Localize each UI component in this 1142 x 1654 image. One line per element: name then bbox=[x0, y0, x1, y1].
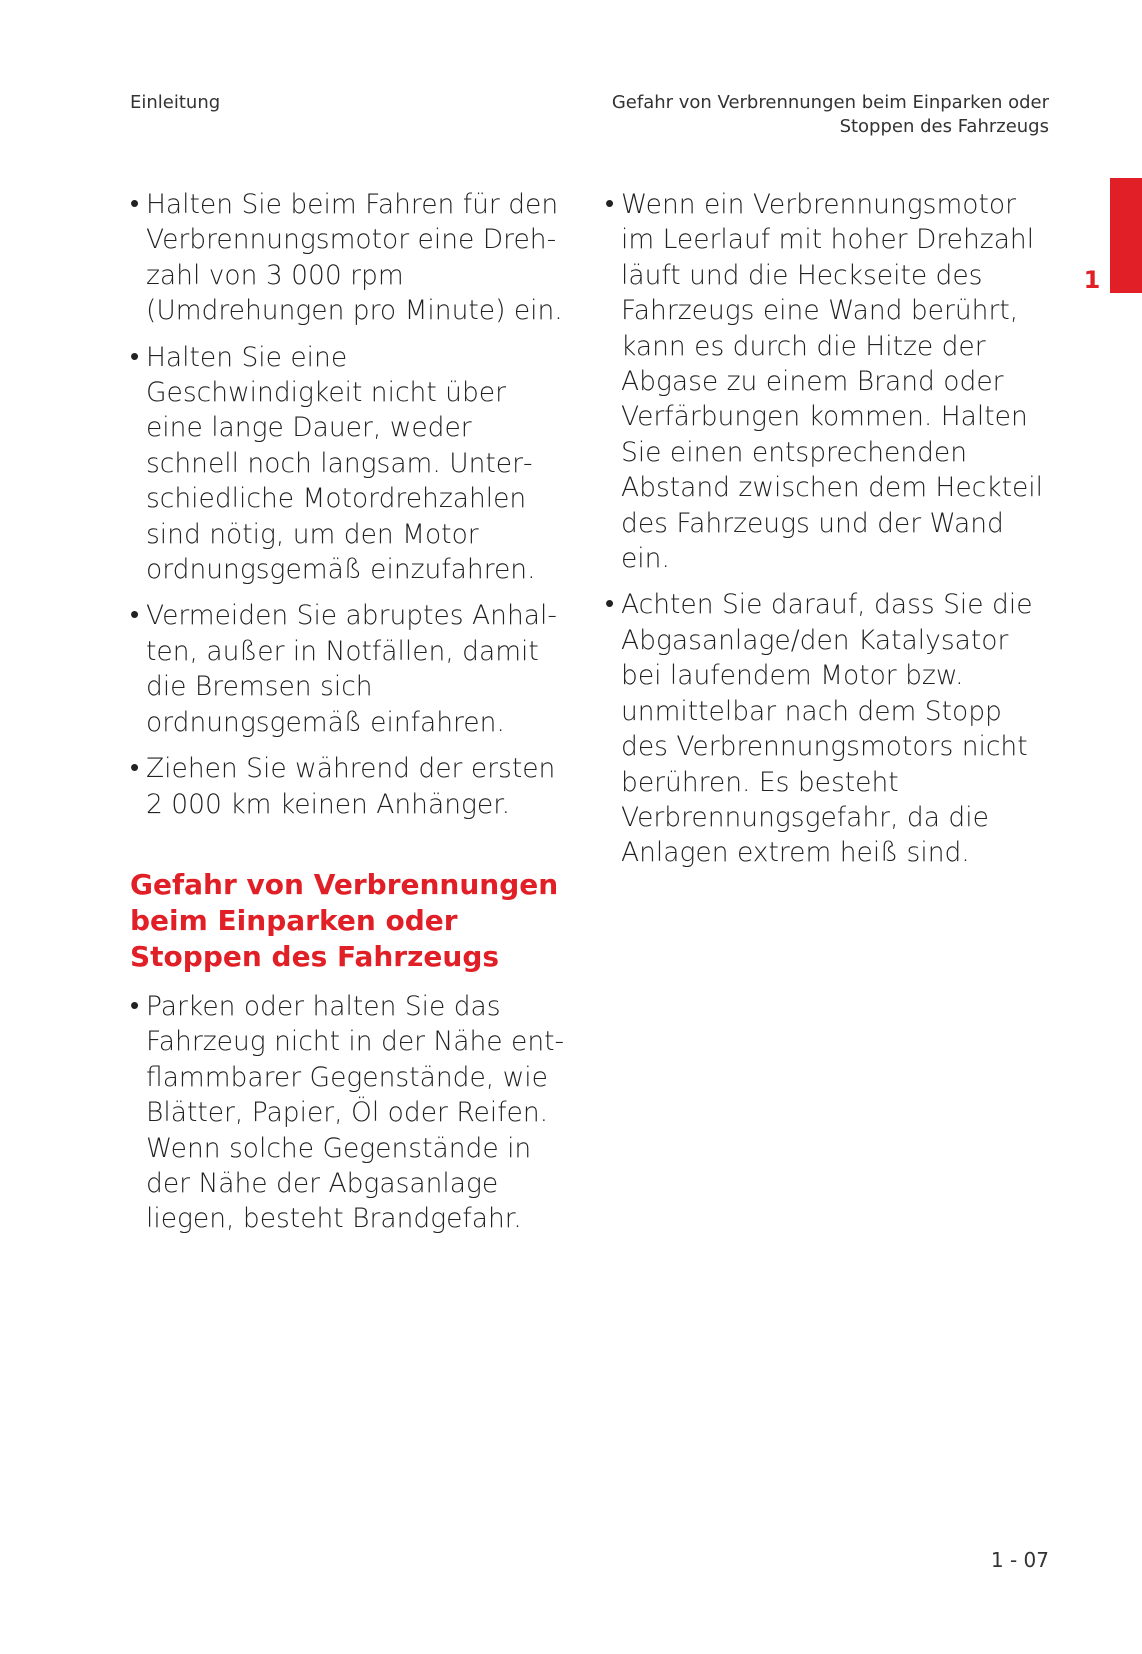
list-item-text: Achten Sie darauf, dass Sie die Abgasanlage/den Katalysator bei laufendem Motor bzw. unmittelbar nach dem Stopp des Verbrennungsmotors nicht berühren. Es besteht Verbrennungsgefahr, da die Anlagen extrem heiß sind. bbox=[621, 589, 1033, 869]
bullet-icon: • bbox=[130, 990, 140, 1021]
left-column bbox=[130, 187, 570, 1248]
list-item bbox=[605, 187, 1055, 576]
list-item bbox=[130, 187, 570, 329]
running-header-topic-line2: Stoppen des Fahrzeugs bbox=[839, 116, 1049, 137]
bullet-icon: • bbox=[605, 589, 615, 620]
list-item bbox=[130, 598, 570, 740]
section-heading: Gefahr von Verbrennungen beim Einparken oder Stoppen des Fahrzeugs bbox=[130, 867, 559, 973]
list-item-text: Halten Sie beim Fahren für den Verbrennungsmotor eine Drehzahl von 3 000 rpm (Umdrehungen pro Minute) ein. bbox=[146, 189, 563, 327]
list-item-text: Halten Sie eine Geschwindigkeit nicht über eine lange Dauer, weder schnell noch langsam. Unterschiedliche Motordrehzahlen sind nötig, um den Motor ordnungsgemäß einzufahren. bbox=[146, 341, 536, 586]
bullet-icon: • bbox=[605, 189, 615, 219]
list-item bbox=[605, 587, 1055, 870]
running-header-section: Einleitung bbox=[130, 92, 221, 113]
list-item-text: Vermeiden Sie abruptes Anhalten, außer in Notfällen, damit die Bremsen sich ordnungsgemäß einfahren. bbox=[146, 600, 557, 738]
bullet-icon: • bbox=[130, 341, 140, 372]
list-item-text: Parken oder halten Sie das Fahrzeug nicht in der Nähe entflammbarer Gegenstände, wie Blätter, Papier, Öl oder Reifen. Wenn solche Gegenstände in der Nähe der Abgasanlage liegen, besteht Brandgefahr. bbox=[146, 990, 565, 1235]
chapter-number: 1 bbox=[1083, 266, 1101, 294]
section-bullet-list bbox=[130, 989, 570, 1237]
list-item bbox=[130, 989, 570, 1237]
left-bullet-list bbox=[130, 187, 570, 822]
running-header-topic bbox=[589, 91, 1049, 139]
right-column bbox=[605, 187, 1055, 882]
list-item bbox=[130, 340, 570, 588]
bullet-icon: • bbox=[130, 600, 140, 631]
running-header-topic-line1: Gefahr von Verbrennungen beim Einparken oder bbox=[611, 92, 1049, 113]
page-number: 1 - 07 bbox=[990, 1548, 1049, 1572]
list-item bbox=[130, 751, 570, 822]
list-item-text: Ziehen Sie während der ersten 2 000 km keinen Anhänger. bbox=[146, 753, 556, 820]
bullet-icon: • bbox=[130, 753, 140, 784]
right-bullet-list bbox=[605, 187, 1055, 871]
list-item-text: Wenn ein Verbrennungsmotor im Leerlauf mit hoher Drehzahl läuft und die Heckseite des Fahrzeugs eine Wand berührt, kann es durch die Hitze der Abgase zu einem Brand oder Verfärbungen kommen. Halten Sie einen entsprechenden Abstand zwischen dem Heckteil des Fahrzeugs und der Wand ein. bbox=[621, 189, 1043, 575]
bullet-icon: • bbox=[130, 189, 140, 219]
chapter-tab-marker bbox=[1110, 178, 1142, 293]
